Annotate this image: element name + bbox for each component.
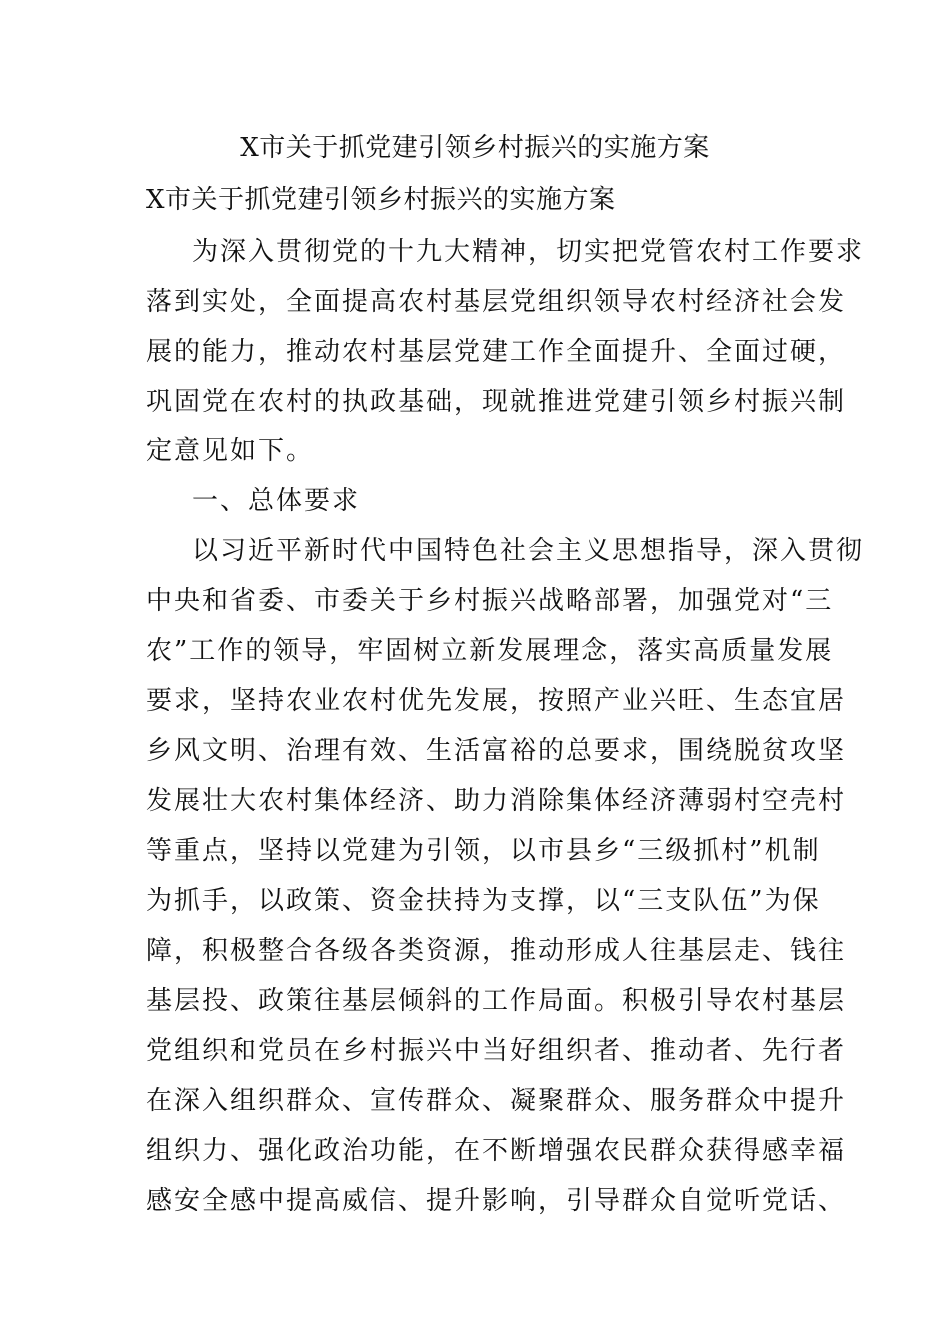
body-line: 等重点，坚持以党建为引领，以市县乡“三级抓村”机制 — [146, 836, 821, 866]
document-subtitle: X市关于抓党建引领乡村振兴的实施方案 — [146, 185, 616, 215]
body-line: 为抓手，以政策、资金扶持为支撑，以“三支队伍”为保 — [146, 886, 821, 916]
body-line: 以习近平新时代中国特色社会主义思想指导，深入贯彻 — [192, 536, 865, 566]
body-line: 障，积极整合各级各类资源，推动形成人往基层走、钱往 — [146, 936, 847, 966]
intro-line: 定意见如下。 — [146, 436, 315, 466]
body-line: 基层投、政策往基层倾斜的工作局面。积极引导农村基层 — [146, 986, 847, 1016]
body-line: 发展壮大农村集体经济、助力消除集体经济薄弱村空壳村 — [146, 786, 847, 816]
body-line: 党组织和党员在乡村振兴中当好组织者、推动者、先行者 — [146, 1036, 847, 1066]
document-title: X市关于抓党建引领乡村振兴的实施方案 — [240, 133, 710, 163]
body-line: 在深入组织群众、宣传群众、凝聚群众、服务群众中提升 — [146, 1086, 847, 1116]
body-line: 感安全感中提高威信、提升影响，引导群众自觉听党话、 — [146, 1186, 847, 1216]
intro-line: 为深入贯彻党的十九大精神，切实把党管农村工作要求 — [192, 237, 865, 267]
body-line: 乡风文明、治理有效、生活富裕的总要求，围绕脱贫攻坚 — [146, 736, 847, 766]
intro-line: 落到实处，全面提高农村基层党组织领导农村经济社会发 — [146, 287, 847, 317]
body-line: 要求，坚持农业农村优先发展，按照产业兴旺、生态宜居 — [146, 686, 847, 716]
intro-line: 巩固党在农村的执政基础，现就推进党建引领乡村振兴制 — [146, 387, 847, 417]
body-line: 中央和省委、市委关于乡村振兴战略部署，加强党对“三 — [146, 586, 834, 616]
body-line: 组织力、强化政治功能，在不断增强农民群众获得感幸福 — [146, 1136, 847, 1166]
body-line: 农”工作的领导，牢固树立新发展理念，落实高质量发展 — [146, 636, 834, 666]
section-heading: 一、总体要求 — [192, 486, 361, 516]
intro-line: 展的能力，推动农村基层党建工作全面提升、全面过硬， — [146, 337, 847, 367]
